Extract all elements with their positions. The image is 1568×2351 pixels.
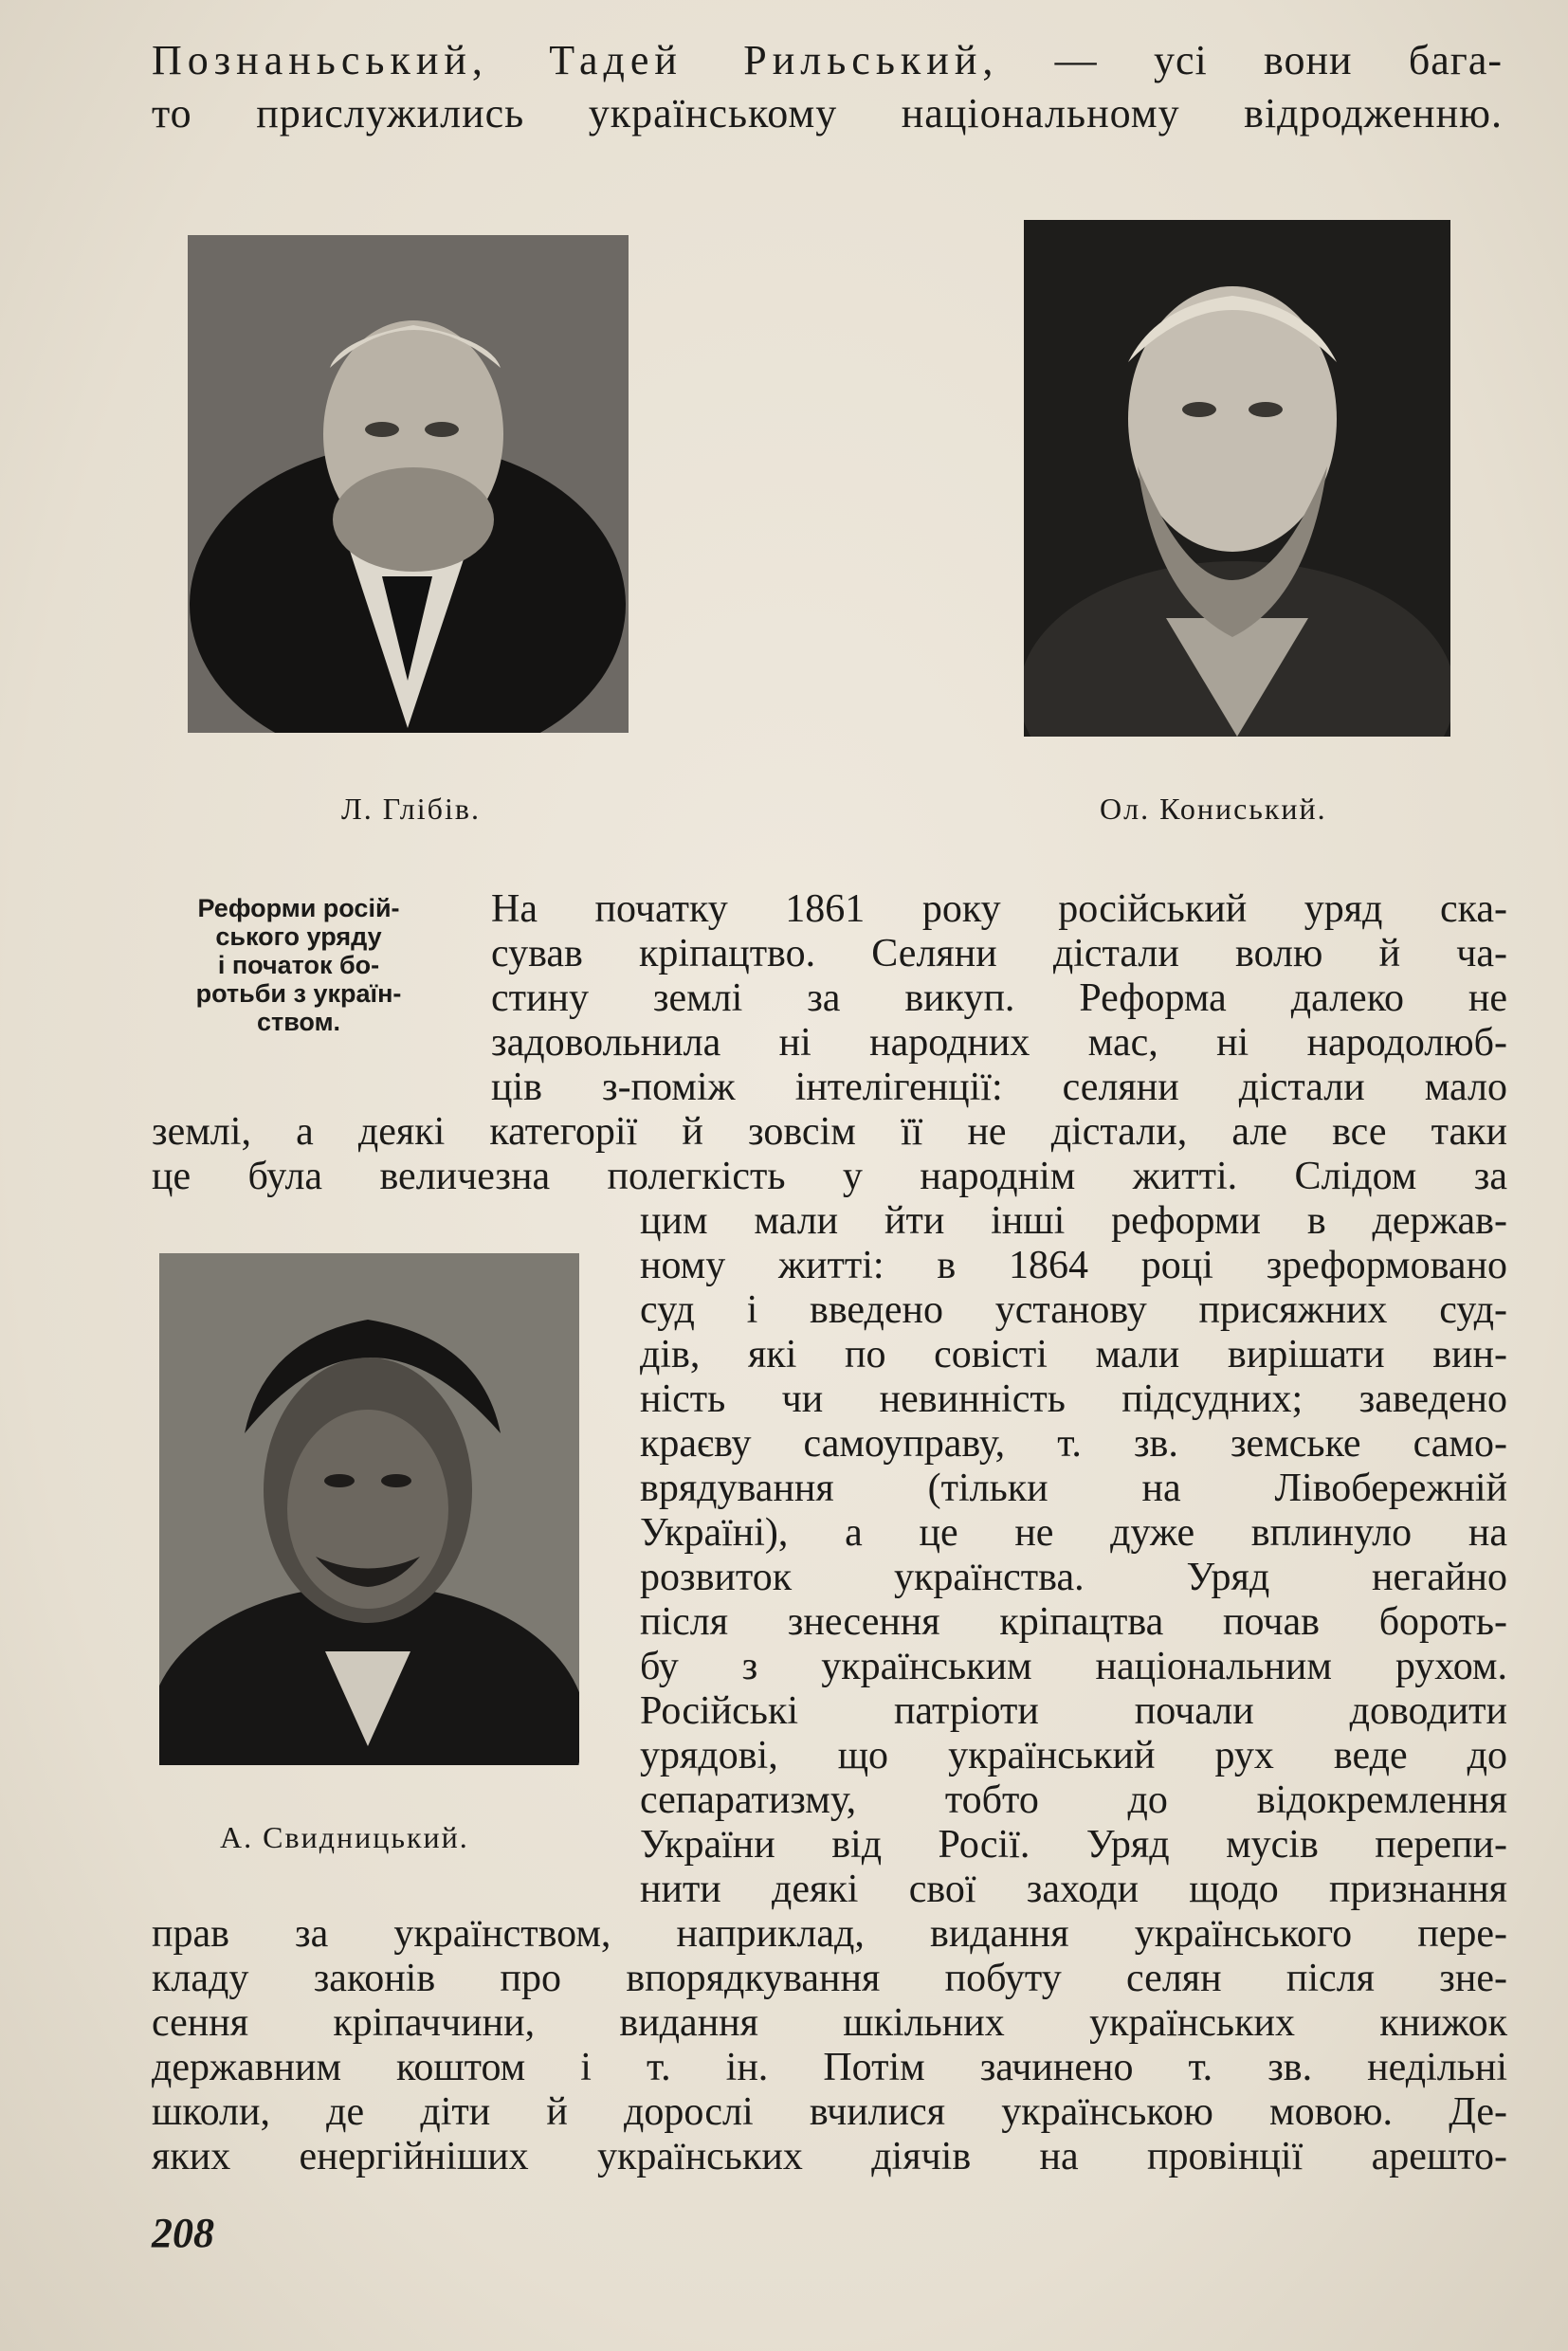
body-line: ність чи невинність підсудних; заведено [640,1377,1507,1421]
margin-note [152,894,446,1036]
body-line: сував кріпацтво. Селяни дістали волю й ча- [491,932,1507,975]
body-line: врядування (тільки на Лівобережній [640,1467,1507,1510]
body-line: ному житті: в 1864 році зреформовано [640,1244,1507,1287]
body-line: розвиток українства. Уряд негайно [640,1556,1507,1599]
portrait-photo-glibiv [188,235,629,733]
body-line: бу з українським національним рухом. [640,1645,1507,1688]
body-line: нити деякі свої заходи щодо признання [640,1868,1507,1911]
body-line: стину землі за викуп. Реформа далеко не [491,976,1507,1020]
portrait-photo-svydnytskyi [159,1253,579,1765]
body-line: задовольнила ні народних мас, ні народолюб- [491,1021,1507,1065]
body-line: школи, де діти й дорослі вчилися українською мовою. Де- [152,2090,1507,2134]
header-line-1 [152,38,1503,83]
body-line: сення кріпаччини, видання шкільних українських книжок [152,2001,1507,2045]
body-line: ців з-поміж інтелігенції: селяни дістали мало [491,1066,1507,1109]
body-line: суд і введено установу присяжних суд- [640,1288,1507,1332]
header-rest: — усі вони бага- [998,37,1503,83]
body-line: На початку 1861 року російський уряд ска- [491,887,1507,931]
body-line: дів, які по совісті мали вирішати вин- [640,1333,1507,1376]
page-number: 208 [152,2210,214,2256]
body-line: землі, а деякі категорії й зовсім її не дістали, але все таки [152,1110,1507,1154]
caption-konyskyi: Ол. Кониський. [1100,792,1327,826]
header-names: Познаньський, Тадей Рильський, [152,37,999,83]
body-line: сепаратизму, тобто до відокремлення [640,1778,1507,1822]
body-line: цим мали йти інші реформи в держав- [640,1199,1507,1243]
body-line: краєву самоуправу, т. зв. земське само- [640,1422,1507,1466]
margin-note-line: ротьби з україн- [195,979,402,1008]
caption-svydnytskyi: А. Свидницький. [220,1820,469,1854]
body-line: прав за українством, наприклад, видання українського пере- [152,1912,1507,1956]
caption-glibiv: Л. Глібів. [341,792,481,826]
margin-note-line: і початок бо- [217,951,380,979]
body-line: державним коштом і т. ін. Потім зачинено т. зв. недільні [152,2046,1507,2089]
margin-note-line: ством. [256,1008,341,1036]
body-line: Україні), а це не дуже вплинуло на [640,1511,1507,1555]
body-line: України від Росії. Уряд мусів перепи- [640,1823,1507,1867]
body-line: кладу законів про впорядкування побуту селян після зне- [152,1957,1507,2000]
margin-note-line: ського уряду [215,922,382,951]
header-line-2: то прислужились українському національному відродженню. [152,90,1503,137]
body-line: після знесення кріпацтва почав бороть- [640,1600,1507,1644]
body-line: Російські патріоти почали доводити [640,1689,1507,1733]
body-line: це була величезна полегкість у народнім житті. Слідом за [152,1155,1507,1198]
portrait-photo-konyskyi [1024,220,1450,737]
body-line: яких енергійніших українських діячів на провінції арешто- [152,2135,1507,2178]
margin-note-line: Реформи росій- [197,894,400,922]
body-line: урядові, що український рух веде до [640,1734,1507,1777]
